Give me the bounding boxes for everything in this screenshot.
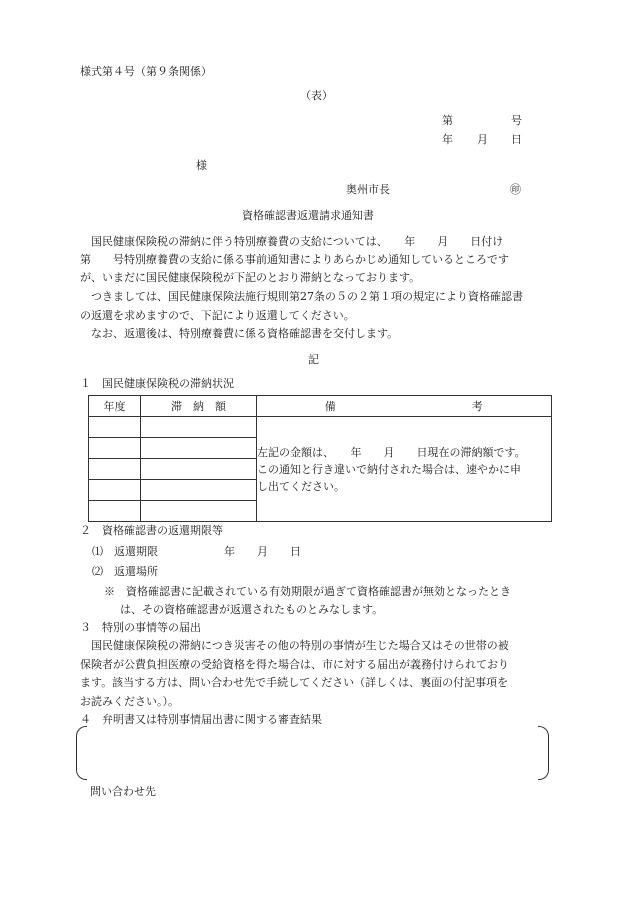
- side-label: （表）: [300, 89, 333, 102]
- section3-line: お読みください。）。: [80, 695, 179, 708]
- addressee-suffix: 様: [196, 159, 207, 172]
- return-deadline: ⑴ 返還期限 年 月 日: [92, 545, 301, 558]
- section2-note: は、その資格確認書が返還されたものとみなします。: [120, 603, 384, 616]
- seal-mark: ㊞: [510, 183, 521, 196]
- section4-heading: ４ 弁明書又は特別事情届出書に関する審査結果: [80, 713, 322, 726]
- section3-line: 保険者が公費負担医療の受給資格を得た場合は、市に対する届出が義務付けられており: [80, 658, 509, 671]
- remarks-line: この通知と行き違いで納付された場合は、速やかに申: [257, 462, 521, 476]
- bracket-right: [538, 726, 549, 780]
- date-year: 年: [442, 133, 453, 146]
- year-cell[interactable]: [89, 501, 141, 522]
- section1-heading: １ 国民健康保険税の滞納状況: [80, 377, 234, 390]
- amount-cell[interactable]: [141, 501, 257, 522]
- bracket-left: [76, 726, 87, 780]
- body-line: の返還を求めますので、下記により返還してください。: [80, 309, 355, 322]
- header-arrears-amount: 滞 納 額: [141, 396, 257, 417]
- year-cell[interactable]: [89, 417, 141, 438]
- amount-cell[interactable]: [141, 417, 257, 438]
- arrears-table: [88, 395, 552, 522]
- header-remarks-1: 備: [257, 396, 404, 417]
- section3-line: 国民健康保険税の滞納につき災害その他の特別の事情が生じた場合又はその世帯の被: [80, 639, 509, 652]
- return-place: ⑵ 返還場所: [92, 565, 158, 578]
- header-fiscal-year: 年度: [89, 396, 141, 417]
- body-line: が、いまだに国民健康保険税が下記のとおり滞納となっております。: [80, 271, 421, 284]
- year-cell[interactable]: [89, 480, 141, 501]
- body-line: 第 号特別療養費の支給に係る事前通知書によりあらかじめ通知しているところです: [80, 253, 509, 266]
- date-month: 月: [477, 133, 488, 146]
- year-cell[interactable]: [89, 438, 141, 459]
- section3-heading: ３ 特別の事情等の届出: [80, 621, 201, 634]
- header-remarks-2: 考: [404, 396, 552, 417]
- body-line: つきましては、国民健康保険法施行規則第27条の５の２第１項の規定により資格確認書: [80, 290, 523, 303]
- issuer: 奥州市長: [346, 183, 390, 196]
- section2-note: ※ 資格確認書に記載されている有効期限が過ぎて資格確認書が無効となったとき: [104, 585, 511, 598]
- amount-cell[interactable]: [141, 438, 257, 459]
- doc-number-go: 号: [511, 114, 522, 127]
- form-number: 様式第４号（第９条関係）: [80, 65, 212, 78]
- document-title: 資格確認書返還請求通知書: [242, 209, 374, 222]
- contact-label: 問い合わせ先: [90, 785, 156, 798]
- year-cell[interactable]: [89, 459, 141, 480]
- date-day: 日: [511, 133, 522, 146]
- body-line: なお、返還後は、特別療養費に係る資格確認書を交付します。: [80, 327, 399, 340]
- section3-line: ます。該当する方は、問い合わせ先で手続してください（詳しくは、裏面の付記事項を: [80, 676, 509, 689]
- ki-heading: 記: [308, 353, 319, 366]
- doc-number-dai: 第: [442, 114, 453, 127]
- remarks-line: し出てください。: [257, 479, 345, 493]
- section2-heading: ２ 資格確認書の返還期限等: [80, 524, 223, 537]
- remarks-cell: [257, 417, 552, 522]
- amount-cell[interactable]: [141, 480, 257, 501]
- remarks-line: 左記の金額は、 年 月 日現在の滞納額です。: [257, 445, 526, 459]
- amount-cell[interactable]: [141, 459, 257, 480]
- body-line: 国民健康保険税の滞納に伴う特別療養費の支給については、 年 月 日付け: [80, 235, 504, 248]
